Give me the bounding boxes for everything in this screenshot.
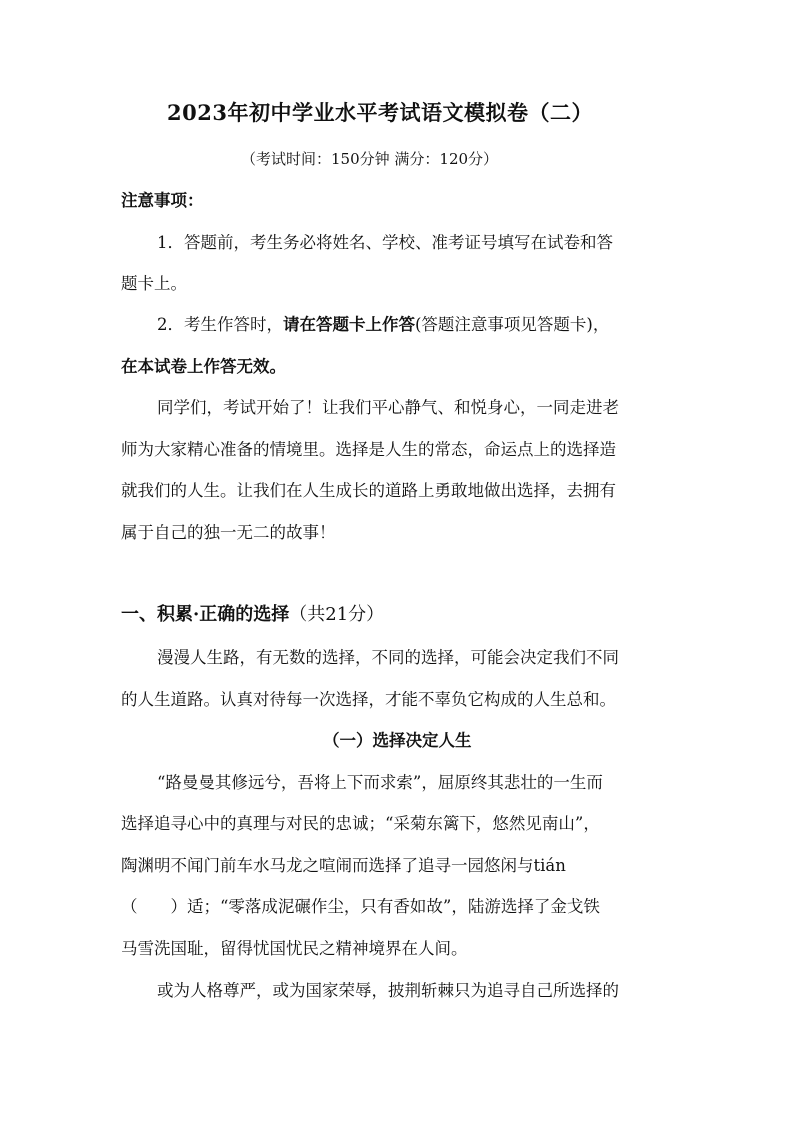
notice-item-1: 1．答题前，考生务必将姓名、学校、准考证号填写在试卷和答 <box>157 233 613 252</box>
exam-info: （考试时间：150分钟 满分：120分） <box>241 150 499 168</box>
intro-line: 同学们，考试开始了！让我们平心静气、和悦身心，一同走进老 <box>157 398 619 417</box>
section-1-title: 一、积累·正确的选择 <box>121 604 290 625</box>
intro-line: 师为大家精心准备的情境里。选择是人生的常态，命运点上的选择造 <box>121 440 616 459</box>
section-1-paragraph-line: 漫漫人生路，有无数的选择，不同的选择，可能会决定我们不同 <box>157 648 619 667</box>
notice-item-1-cont: 题卡上。 <box>121 274 187 293</box>
passage-line: 或为人格尊严，或为国家荣辱，披荆斩棘只为追寻自己所选择的 <box>157 981 619 1000</box>
notice-item-2 <box>157 315 609 335</box>
page-title: 2023年初中学业水平考试语文模拟卷（二） <box>167 100 593 125</box>
intro-line: 就我们的人生。让我们在人生成长的道路上勇敢地做出选择，去拥有 <box>121 481 616 500</box>
notice-item-2-emphasis: 请在答题卡上作答 <box>283 315 415 334</box>
notice-heading: 注意事项： <box>121 191 204 210</box>
subsection-heading: （一）选择决定人生 <box>323 731 472 750</box>
passage-line: 马雪洗国耻，留得忧国忧民之精神境界在人间。 <box>121 939 468 958</box>
section-1-points: （共21分） <box>289 604 385 625</box>
notice-item-2-suffix: (答题注意事项见答题卡)， <box>415 315 610 334</box>
notice-item-2-cont: 在本试卷上作答无效。 <box>121 357 286 376</box>
notice-item-2-prefix: 2．考生作答时， <box>157 315 283 334</box>
intro-line: 属于自己的独一无二的故事！ <box>121 523 336 542</box>
section-1-heading <box>121 605 384 625</box>
passage-line: “路曼曼其修远兮，吾将上下而求索”，屈原终其悲壮的一生而 <box>157 773 603 792</box>
passage-line: 陶渊明不闻门前车水马龙之喧闹而选择了追寻一园悠闲与tián <box>121 856 566 875</box>
section-1-paragraph-line: 的人生道路。认真对待每一次选择，才能不辜负它构成的人生总和。 <box>121 690 616 709</box>
passage-line: 选择追寻心中的真理与对民的忠诚；“采菊东篱下，悠然见南山”， <box>121 814 600 833</box>
passage-line-with-blank: （ ）适；“零落成泥碾作尘，只有香如故”，陆游选择了金戈铁 <box>121 897 600 916</box>
